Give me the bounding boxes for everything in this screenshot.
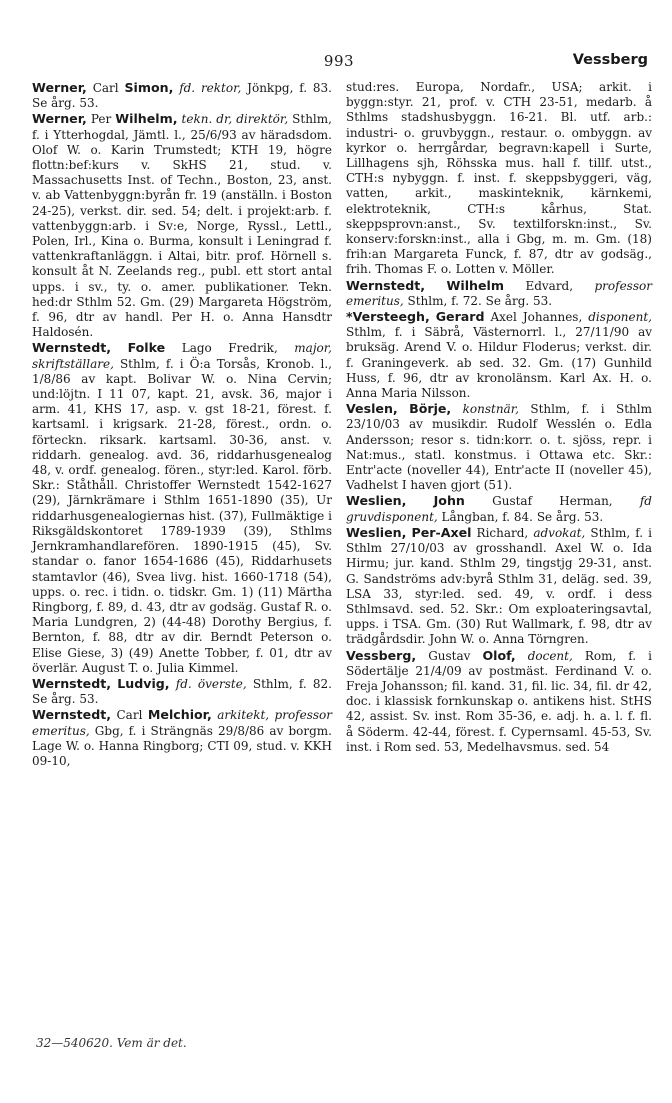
page-header [30, 52, 648, 76]
entry-called-name: Folke [127, 340, 166, 356]
right-column [346, 80, 652, 755]
biography-entry [346, 309, 652, 401]
entry-given-name: Per [90, 112, 112, 127]
entry-given-name: Carl [116, 708, 143, 723]
biography-entry [346, 80, 652, 278]
entry-called-name: John [433, 493, 465, 509]
entry-title: disponent, [588, 310, 652, 325]
entry-called-name: Melchior, [147, 707, 212, 723]
entry-called-name: Wilhelm [446, 277, 504, 293]
entry-body: Sthlm, f. i Sthlm 23/10/03 av musikdir. Rudolf Wesslén o. Edla Andersson; resor s. tidn:korr. o. t. sjöss, repr. i Nat:mus., statl. konstmus. i Ottawa etc. Skr.: Entr'acte (noveller 44), Entr'acte II (noveller 45), Vadhelst I haven gjort (51). [346, 402, 652, 493]
entry-called-name: Ludvig, [117, 675, 170, 691]
entry-body: Sthlm, f. i Säbrå, Västernorrl. l., 27/11/90 av bruksäg. Arend V. o. Hildur Floderus; verkst. dir. f. Graningeverk. ab sed. 32. Gm. (17) Gunhild Huss, f. 96, dtr av kronolänsm. Karl Ax. H. o. Anna Maria Nilsson. [346, 325, 652, 401]
entry-given-name: Axel Johannes, [490, 310, 583, 325]
entry-body: Sthlm, f. i Sthlm 27/10/03 av grosshandl. Axel W. o. Ida Hirmu; jur. kand. Sthlm 29, tingstjg 29-31, anst. G. Sandströms adv:byrå Sthlm 31, deläg. sed. 39, LSA 33, styr:led. sed. 49, v. ordf. i dess Sthlmsavd. sed. 52. Skr.: Om exploateringsavtal, upps. i TSA. Gm. (30) Rut Wallmark, f. 98, dtr av trädgårdsdir. John W. o. Anna Törngren. [346, 525, 652, 647]
entry-surname: Veslen, [346, 401, 398, 417]
running-head: Vessberg [572, 52, 648, 68]
entry-given-name: Edvard, [525, 278, 574, 293]
entry-called-name: Wilhelm, [115, 111, 178, 127]
page-number: 993 [323, 52, 355, 70]
entry-body: Långban, f. 84. Se årg. 53. [441, 509, 604, 524]
entry-title: tekn. dr, direktör, [181, 112, 289, 127]
entry-surname: Vessberg, [346, 647, 417, 663]
biography-entry [32, 80, 332, 111]
biography-entry [32, 111, 332, 340]
entry-body: Sthlm, f. 72. Se årg. 53. [407, 293, 553, 308]
entry-body: Sthlm, f. 82. Se årg. 53. [32, 676, 332, 707]
biography-entry [32, 340, 332, 675]
entry-surname: Werner, [32, 80, 87, 95]
left-column [32, 80, 332, 769]
entry-body: Jönkpg, f. 83. Se årg. 53. [32, 81, 332, 111]
entry-title: fd. rektor, [179, 81, 242, 95]
entry-title: docent, [527, 648, 573, 663]
entry-body: Sthlm, f. i Ö:a Torsås, Kronob. l., 1/8/86 av kapt. Bolivar W. o. Nina Cervin; und:löjtn. I 11 07, kapt. 21, avsk. 36, major i arm. 41, KHS 17, asp. v. gst 18-21, förest. f. kartsaml. i krigsark. 21-28, förest., ordn. o. förteckn. riksark. kartsaml. 30-36, anst. v. riddarh. genealog. avd. 36, riddarhusgenealog 48, v. ordf. genealog. fören., styr:led. Karol. förb. Skr.: Ståthåll. Christoffer Wernstedt 1542-1627 (29), Järnkrämare i Sthlm 1651-1890 (35), Ur riddarhusgenealogiernas hist. (37), Fullmäktige i Riksgäldskontoret 1789-1939 (39), Sthlms Jernkramhandlarefören. 1890-1915 (45), Sv. standar o. fanor 1654-1686 (45), Riddarhusets stamtavlor (46), Svea livg. hist. 1660-1718 (54), upps. o. rec. i tidn. o. tidskr. Gm. 1) (11) Märtha Ringborg, f. 89, d. 43, dtr av godsäg. Gustaf R. o. Maria Lundgren, 2) (44-48) Dorothy Bergius, f. Bernton, f. 88, dtr av dir. Berndt Peterson o. Elise Giese, 3) (49) Anette Tobber, f. 01, dtr av överlär. August T. o. Julia Kimmel. [32, 356, 332, 675]
entry-title: professor emeritus, [346, 278, 652, 308]
entry-called-name: Per-Axel [411, 524, 472, 540]
page-footer: 32—540620. Vem är det. [36, 1036, 187, 1050]
entry-called-name: Börje, [409, 401, 452, 417]
entry-body: Gbg, f. i Strängnäs 29/8/86 av borgm. Lage W. o. Hanna Ringborg; CTI 09, stud. v. KKH 09-10, [32, 723, 332, 768]
biography-entry [346, 648, 652, 755]
entry-surname: Weslien, [346, 524, 407, 540]
biography-entry [346, 278, 652, 309]
entry-called-name: Simon, [124, 80, 174, 95]
biography-entry [32, 676, 332, 707]
entry-title: fd gruvdisponent, [346, 494, 652, 524]
entry-given-name: Carl [92, 81, 119, 95]
entry-surname: Wernstedt, [346, 277, 426, 293]
biography-entry [346, 525, 652, 648]
entry-body: Rom, f. i Södertälje 21/4/09 av postmäst. Ferdinand V. o. Freja Johansson; fil. kand. 31, fil. lic. 34, fil. dr 42, doc. i klassisk fornkunskap o. antikens hist. StHS 42, assist. Sv. inst. Rom 35-36, e. adj. h. a. l. f. fl. å Söderm. 42-44, förest. f. Cypernsaml. 45-53, Sv. inst. i Rom sed. 53, Medelhavsmus. sed. 54 [346, 648, 652, 754]
biography-entry [346, 493, 652, 524]
entry-surname: Wernstedt, [32, 675, 112, 691]
entry-called-name: Gerard [435, 309, 485, 325]
entry-surname: Wernstedt, [32, 340, 112, 356]
entry-surname: Wernstedt, [32, 707, 112, 723]
entry-given-name: Gustav [428, 648, 471, 663]
entry-body: Sthlm, f. i Ytterhogdal, Jämtl. l., 25/6/93 av häradsdom. Olof W. o. Karin Trumstedt; KTH 19, högre flottn:bef:kurs v. SkHS 21, stud. v. Massachusetts Inst. of Techn., Boston, 23, anst. v. ab Vattenbyggn:byrån fr. 19 (anställn. i Boston 24-25), verkst. dir. sed. 54; delt. i projekt:arb. f. vattenbyggn:arb. i Sv:e, Norge, Ryssl., Lettl., Polen, Irl., Kina o. Burma, konsult i Leningrad f. vattenkraftanläggn. i Altai, bitr. prof. Hörnell s. konsult åt N. Zeelands reg., publ. ett stort antal upps. i sv., ty. o. amer. publikationer. Tekn. hed:dr Sthlm 52. Gm. (29) Margareta Högström, f. 96, dtr av handl. Per H. o. Anna Hansdtr Haldosén. [32, 112, 332, 340]
entry-surname: *Versteegh, [346, 309, 430, 325]
entry-title: major, skriftställare, [32, 341, 332, 371]
entry-given-name: Lago Fredrik, [181, 341, 278, 356]
entry-given-name: Gustaf Herman, [492, 494, 613, 509]
biography-entry [32, 707, 332, 769]
entry-title: advokat, [533, 525, 586, 540]
entry-called-name: Olof, [482, 647, 516, 663]
entry-title: arkitekt, professor emeritus, [32, 708, 332, 738]
entry-title: fd. överste, [175, 676, 247, 691]
entry-surname: Werner, [32, 111, 87, 127]
entry-surname: Weslien, [346, 493, 407, 509]
entry-body: stud:res. Europa, Nordafr., USA; arkit. i byggn:styr. 21, prof. v. CTH 23-51, medarb. å Sthlms stadshusbyggn. 16-21. Bl. utf. arb.: industri- o. gruvbyggn., restaur. o. ombyggn. av kyrkor o. herrgårdar, begravn:kapell i Surte, Lillhagens sjh, Röhsska mus. hall f. tillf. utst., CTH:s nybyggn. f. inst. f. skeppsbyggeri, väg, vatten, arkit., maskinteknik, kärnkemi, elektroteknik, CTH:s kårhus, Stat. skeppsprovn:anst., Sv. textilforskn:inst., Sv. konserv:forskn:inst., alla i Gbg, m. m. Gm. (18) frih:an Margareta Funck, f. 87, dtr av godsäg., frih. Thomas F. o. Lotten v. Möller. [346, 80, 652, 277]
entry-given-name: Richard, [476, 525, 529, 540]
entry-title: konstnär, [462, 402, 519, 417]
biography-entry [346, 401, 652, 493]
